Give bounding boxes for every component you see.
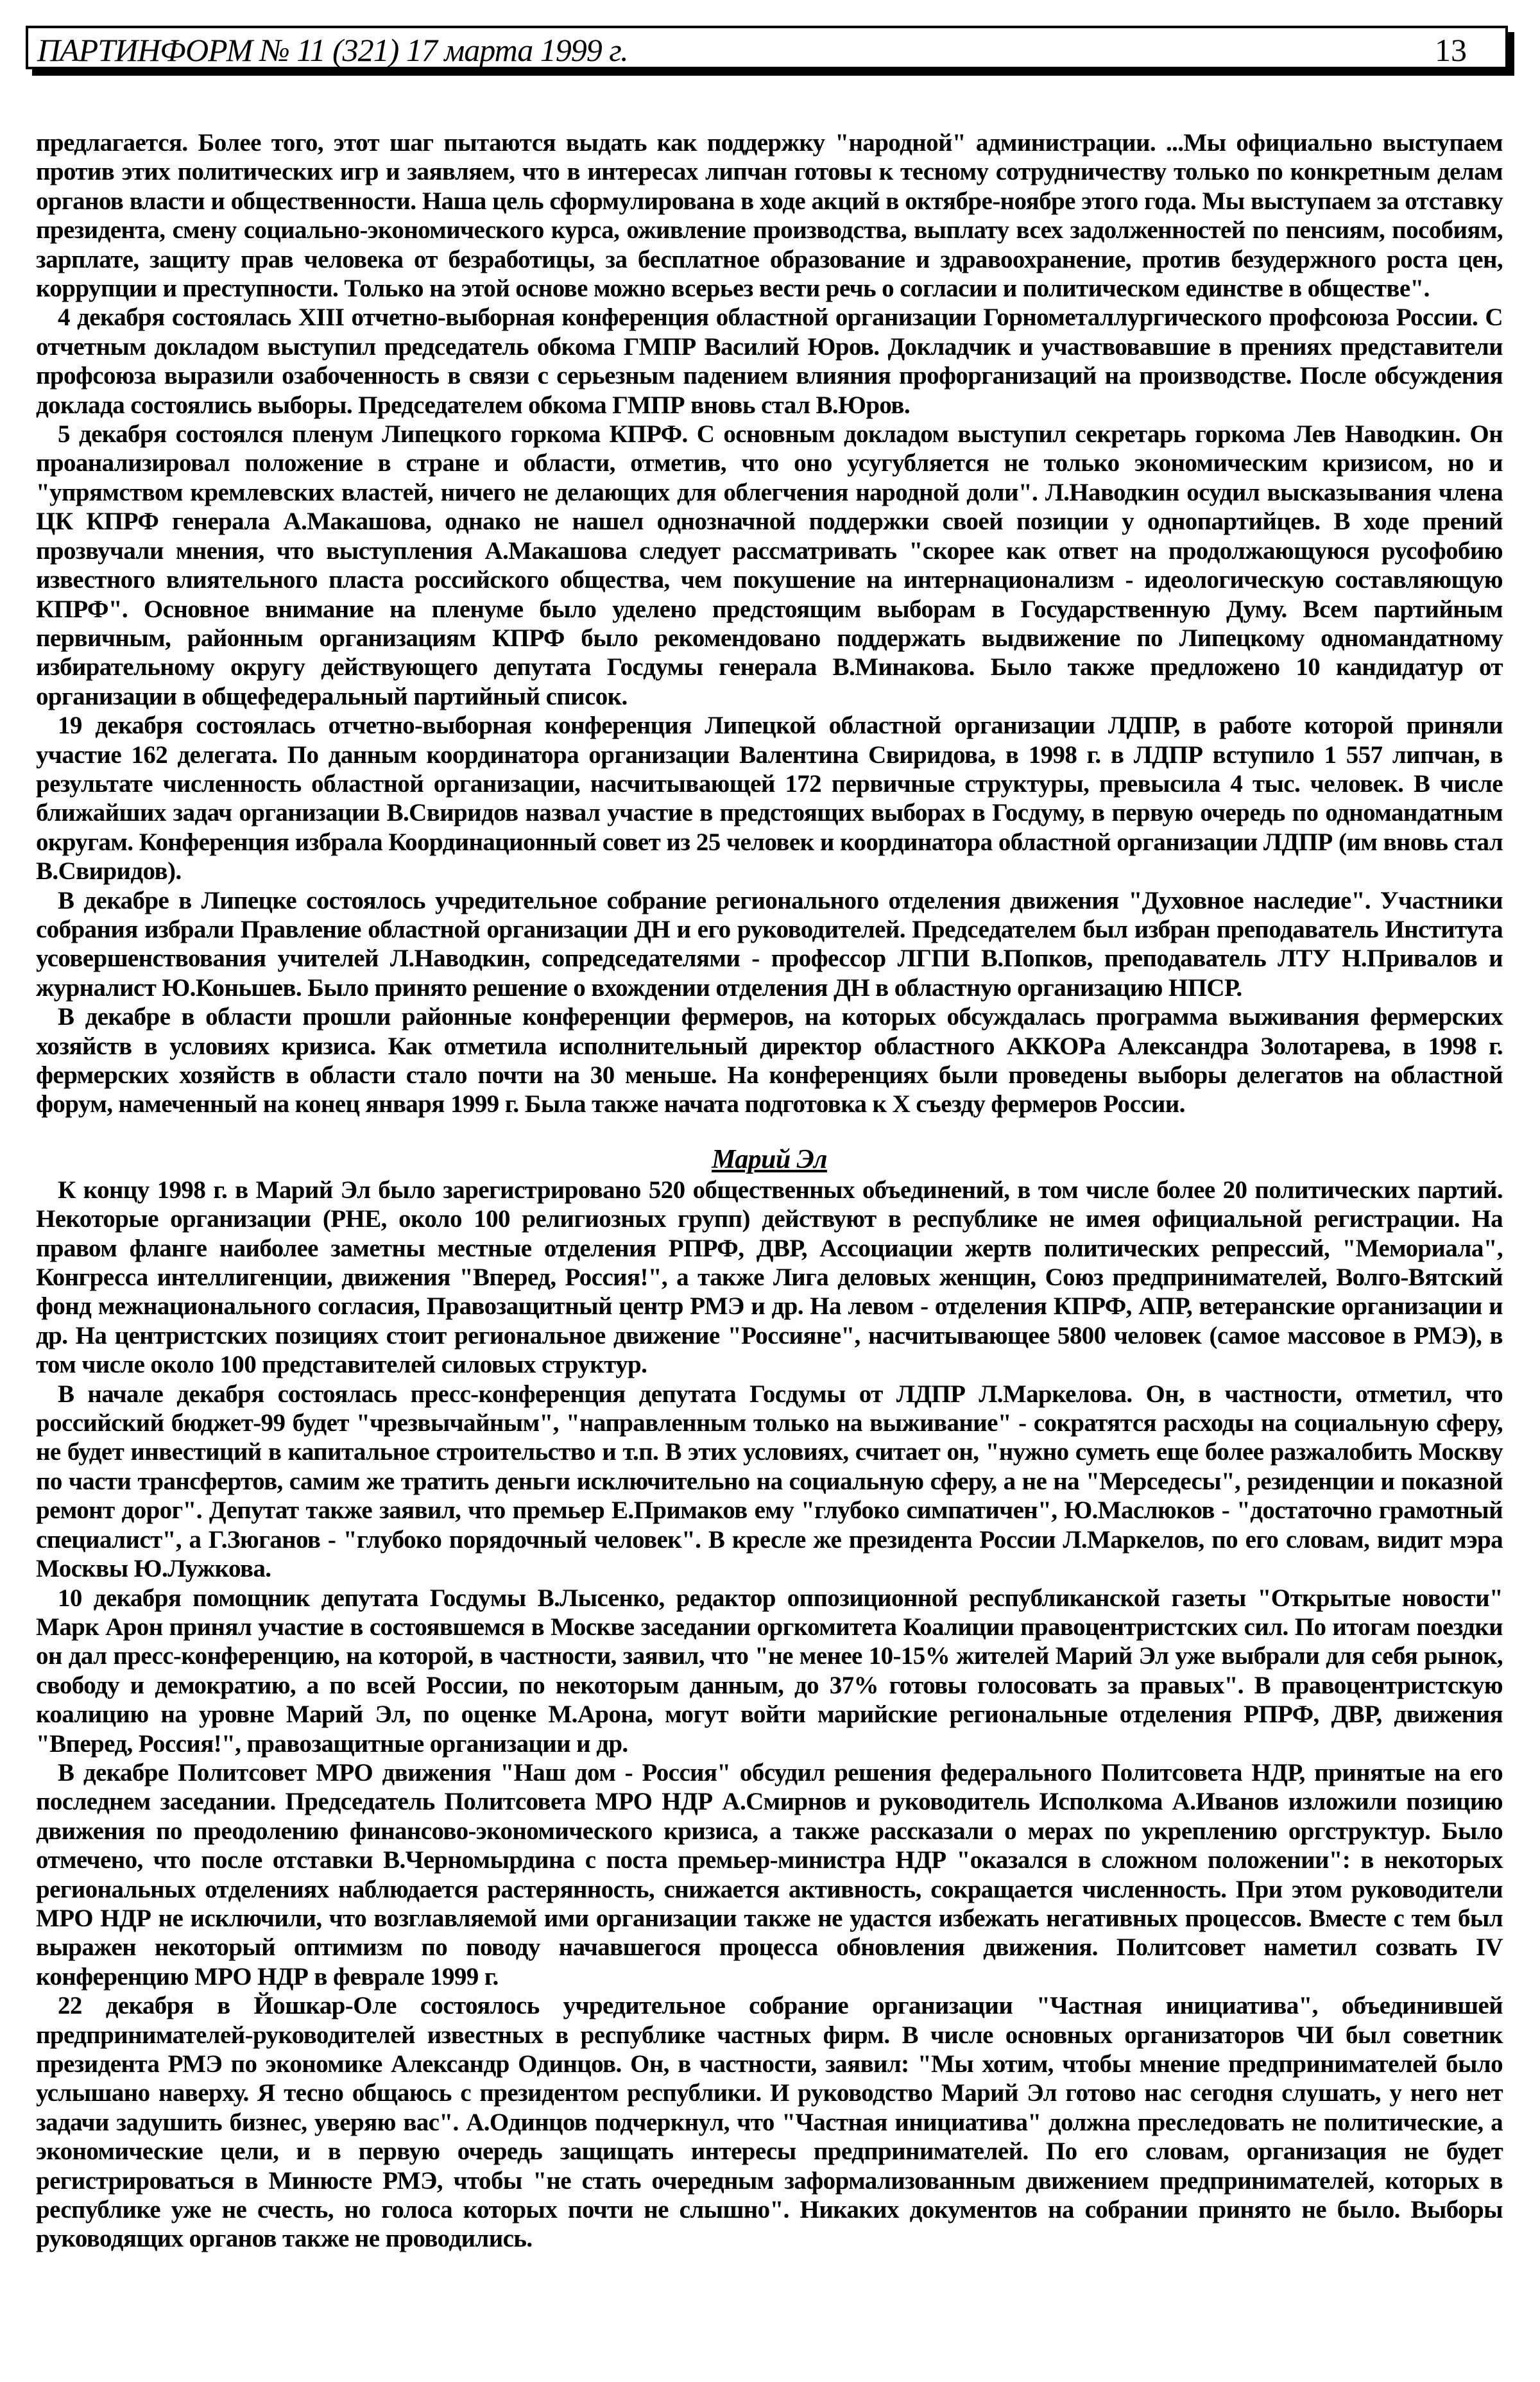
page-header: [26, 26, 1508, 69]
paragraph: предлагается. Более того, этот шаг пытаются выдать как поддержку "народной" администрации. ...Мы официально выступаем против этих политических игр и заявляем, что в интересах липчан готовы к тесному сотрудничеству только по конкретным делам органов власти и общественности. Наша цель сформулирована в ходе акций в октябре-ноябре этого года. Мы выступаем за отставку президента, смену социально-экономического курса, оживление производства, выплату всех задолженностей по пенсиям, пособиям, зарплате, защиту прав человека от безработицы, за бесплатное образование и здравоохранение, против безудержного роста цен, коррупции и преступности. Только на этой основе можно всерьез вести речь о согласии и политическом единстве в обществе".: [36, 129, 1503, 303]
paragraph: 10 декабря помощник депутата Госдумы В.Лысенко, редактор оппозиционной республиканской газеты "Открытые новости" Марк Арон принял участие в состоявшемся в Москве заседании оргкомитета Коалиции правоцентристских сил. По итогам поездки он дал пресс-конференцию, на которой, в частности, заявил, что "не менее 10-15% жителей Марий Эл уже выбрали для себя рынок, свободу и демократию, а по всей России, по некоторым данным, до 37% готовы голосовать за правых". В правоцентристскую коалицию на уровне Марий Эл, по оценке М.Арона, могут войти марийские региональные отделения РПРФ, ДВР, движения "Вперед, Россия!", правозащитные организации и др.: [36, 1584, 1503, 1758]
page-number: 13: [1435, 32, 1467, 68]
paragraph: 22 декабря в Йошкар-Оле состоялось учредительное собрание организации "Частная инициатива", объединившей предпринимателей-руководителей известных в республике частных фирм. В числе основных организаторов ЧИ был советник президента РМЭ по экономике Александр Одинцов. Он, в частности, заявил: "Мы хотим, чтобы мнение предпринимателей было услышано наверху. Я тесно общаюсь с президентом республики. И руководство Марий Эл готово нас сегодня слушать, у него нет задачи задушить бизнес, уверяю вас". А.Одинцов подчеркнул, что "Частная инициатива" должна преследовать не политические, а экономические цели, и в первую очередь защищать интересы предпринимателей. По его словам, организация не будет регистрироваться в Минюсте РМЭ, чтобы "не стать очередным заформализованным движением предпринимателей, которых в республике уже не счесть, но голоса которых почти не слышно". Никаких документов на собрании принято не было. Выборы руководящих органов также не проводились.: [36, 1992, 1503, 2253]
section-heading: Марий Эл: [712, 1144, 827, 1174]
paragraph: 19 декабря состоялась отчетно-выборная конференция Липецкой областной организации ЛДПР, в работе которой приняли участие 162 делегата. По данным координатора организации Валентина Свиридова, в 1998 г. в ЛДПР вступило 1 557 липчан, в результате численность областной организации, насчитывающей 172 первичные структуры, превысила 4 тыс. человек. В числе ближайших задач организации В.Свиридов назвал участие в предстоящих выборах в Госдуму, в первую очередь по одномандатным округам. Конференция избрала Координационный совет из 25 человек и координатора областной организации ЛДПР (им вновь стал В.Свиридов).: [36, 712, 1503, 886]
paragraph: В декабре в области прошли районные конференции фермеров, на которых обсуждалась программа выживания фермерских хозяйств в условиях кризиса. Как отметила исполнительный директор областного АККОРа Александра Золотарева, в 1998 г. фермерских хозяйств в области стало почти на 30 меньше. На конференциях были проведены выборы делегатов на областной форум, намеченный на конец января 1999 г. Была также начата подготовка к X съезду фермеров России.: [36, 1003, 1503, 1118]
article-body: [36, 128, 1503, 2254]
paragraph: 5 декабря состоялся пленум Липецкого горкома КПРФ. С основным докладом выступил секретарь горкома Лев Наводкин. Он проанализировал положение в стране и области, отметив, что оно усугубляется не только экономическим кризисом, но и "упрямством кремлевских властей, ничего не делающих для облегчения народной доли". Л.Наводкин осудил высказывания члена ЦК КПРФ генерала А.Макашова, однако не нашел однозначной поддержки своей позиции у однопартийцев. В ходе прений прозвучали мнения, что выступления А.Макашова следует рассматривать "скорее как ответ на продолжающуюся русофобию известного влиятельного пласта российского общества, чем покушение на интернационализм - идеологическую составляющую КПРФ". Основное внимание на пленуме было уделено предстоящим выборам в Государственную Думу. Всем партийным первичным, районным организациям КПРФ было рекомендовано поддержать выдвижение по Липецкому одномандатному избирательному округу действующего депутата Госдумы генерала В.Минакова. Было также предложено 10 кандидатур от организации в общефедеральный партийный список.: [36, 420, 1503, 710]
paragraph: В декабре Политсовет МРО движения "Наш дом - Россия" обсудил решения федерального Политсовета НДР, принятые на его последнем заседании. Председатель Политсовета МРО НДР А.Смирнов и руководитель Исполкома А.Иванов изложили позицию движения по преодолению финансово-экономического кризиса, а также рассказали о мерах по укреплению оргструктур. Было отмечено, что после отставки В.Черномырдина с поста премьер-министра НДР "оказался в сложном положении": в некоторых региональных отделениях наблюдается растерянность, снижается активность, сокращается численность. При этом руководители МРО НДР не исключили, что возглавляемой ими организации также не удастся избежать негативных процессов. Вместе с тем был выражен некоторый оптимизм по поводу начавшегося процесса обновления движения. Политсовет наметил созвать IV конференцию МРО НДР в феврале 1999 г.: [36, 1758, 1503, 1991]
paragraph: К концу 1998 г. в Марий Эл было зарегистрировано 520 общественных объединений, в том числе более 20 политических партий. Некоторые организации (РНЕ, около 100 религиозных групп) действуют в республике не имея официальной регистрации. На правом фланге наиболее заметны местные отделения РПРФ, ДВР, Ассоциации жертв политических репрессий, "Мемориала", Конгресса интеллигенции, движения "Вперед, Россия!", а также Лига деловых женщин, Союз предпринимателей, Волго-Вятский фонд межнационального согласия, Правозащитный центр РМЭ и др. На левом - отделения КПРФ, АПР, ветеранские организации и др. На центристских позициях стоит региональное движение "Россияне", насчитывающее 5800 человек (самое массовое в РМЭ), в том числе около 100 представителей силовых структур.: [36, 1176, 1503, 1379]
paragraph: В начале декабря состоялась пресс-конференция депутата Госдумы от ЛДПР Л.Маркелова. Он, в частности, отметил, что российский бюджет-99 будет "чрезвычайным", "направленным только на выживание" - сократятся расходы на социальную сферу, не будет инвестиций в капитальное строительство и т.п. В этих условиях, считает он, "нужно суметь еще более разжалобить Москву по части трансфертов, самим же тратить деньги исключительно на социальную сферу, а не на "Мерседесы", резиденции и показной ремонт дорог". Депутат также заявил, что премьер Е.Примаков ему "глубоко симпатичен", Ю.Маслюков - "достаточно грамотный специалист", а Г.Зюганов - "глубоко порядочный человек". В кресле же президента России Л.Маркелов, по его словам, видит мэра Москвы Ю.Лужкова.: [36, 1380, 1503, 1583]
publication-title: ПАРТИНФОРМ № 11 (321) 17 марта 1999 г.: [37, 32, 628, 68]
paragraph: 4 декабря состоялась XIII отчетно-выборная конференция областной организации Горнометаллургического профсоюза России. С отчетным докладом выступил председатель обкома ГМПР Василий Юров. Докладчик и участвовавшие в прениях представители профсоюза выразили озабоченность в связи с серьезным падением влияния профорганизаций на производстве. После обсуждения доклада состоялись выборы. Председателем обкома ГМПР вновь стал В.Юров.: [36, 304, 1503, 419]
paragraph: В декабре в Липецке состоялось учредительное собрание регионального отделения движения "Духовное наследие". Участники собрания избрали Правление областной организации ДН и его руководителей. Председателем был избран преподаватель Института усовершенствования учителей Л.Наводкин, сопредседателями - профессор ЛГПИ В.Попков, преподаватель ЛТУ Н.Привалов и журналист Ю.Коньшев. Было принято решение о вхождении отделения ДН в областную организацию НПСР.: [36, 886, 1503, 1002]
